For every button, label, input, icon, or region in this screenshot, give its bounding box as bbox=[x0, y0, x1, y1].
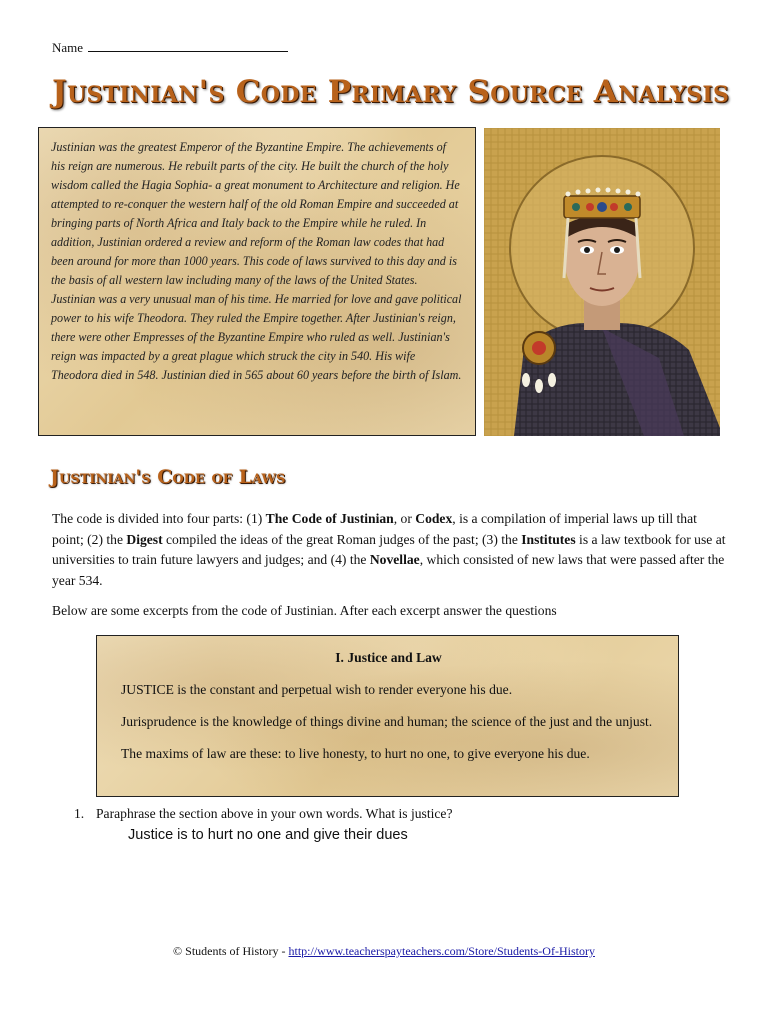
excerpt-line: The maxims of law are these: to live honesty, to hurt no one, to give everyone his due. bbox=[121, 746, 590, 761]
code-text-6: , which consisted of new laws that were passed after the year 534. bbox=[52, 552, 725, 588]
excerpt-line: Jurisprudence is the knowledge of things divine and human; the science of the just and the unjust. bbox=[121, 714, 653, 729]
page-title: Justinian's Code Primary Source Analysis bbox=[52, 74, 730, 110]
excerpt-line: JUSTICE is the constant and perpetual wish to render everyone his due. bbox=[121, 682, 513, 697]
footer bbox=[0, 944, 768, 959]
excerpt-title: I. Justice and Law bbox=[335, 650, 442, 665]
code-text-4: compiled the ideas of the great Roman judges of the past; (3) the bbox=[162, 531, 522, 547]
question-number: 1. bbox=[74, 806, 85, 821]
code-text-3: , is a compilation of imperial laws up till that point; (2) the bbox=[52, 511, 697, 547]
digest-term: Digest bbox=[126, 531, 163, 547]
answer-field[interactable]: Justice is to hurt no one and give their dues bbox=[128, 827, 408, 843]
code-of-justinian-term: The Code of Justinian bbox=[265, 511, 394, 526]
question-text: Paraphrase the section above in your own words. What is justice? bbox=[96, 806, 453, 821]
store-link[interactable]: http://www.teacherspayteachers.com/Store/Students-Of-History bbox=[288, 944, 595, 958]
section-heading: Justinian's Code of Laws bbox=[50, 466, 286, 488]
question-1 bbox=[74, 806, 453, 822]
instructions-text: Below are some excerpts from the code of Justinian. After each excerpt answer the questions bbox=[52, 603, 557, 618]
code-text-2: , or bbox=[393, 511, 416, 526]
excerpt-box bbox=[96, 635, 679, 797]
code-description-paragraph bbox=[52, 509, 732, 591]
copyright-text: © Students of History - bbox=[173, 944, 289, 958]
intro-text: Justinian was the greatest Emperor of the Byzantine Empire. The achievements of his reign are numerous. He rebuilt parts of the city. He built the church of the holy wisdom called the Hagia Sophia- a great monument to Architecture and religion. He attempted to re-conquer the western half of the old Roman Empire and succeeded at bringing parts of North Africa and Italy back to the Empire while he ruled. In addition, Justinian ordered a review and reform of the Roman law codes that had been around for more than 1000 years. This code of laws survived to this day and is the basis of all western law including many of the laws of the United States. Justinian was a very unusual man of his time. He married for love and gave political power to his wife Theodora. They ruled the Empire together. After Justinian's reign, there were other Empresses of the Byzantine Empire who ruled as well. Justinian's reign was impacted by a great plague which struck the city in 540. His wife Theodora died in 548. Justinian died in 565 about 60 years before the birth of Islam. bbox=[51, 140, 462, 382]
novellae-term: Novellae bbox=[369, 552, 420, 567]
code-text-1: The code is divided into four parts: (1) bbox=[52, 511, 266, 526]
justinian-mosaic-image bbox=[484, 128, 720, 436]
institutes-term: Institutes bbox=[521, 531, 576, 547]
name-field bbox=[52, 40, 288, 56]
name-label: Name bbox=[52, 40, 84, 55]
intro-box bbox=[38, 127, 476, 436]
code-text-5: is a law textbook for use at universities to train future lawyers and judges; and (4) the bbox=[52, 531, 726, 567]
codex-term: Codex bbox=[415, 511, 453, 526]
name-blank-line[interactable] bbox=[88, 40, 288, 52]
